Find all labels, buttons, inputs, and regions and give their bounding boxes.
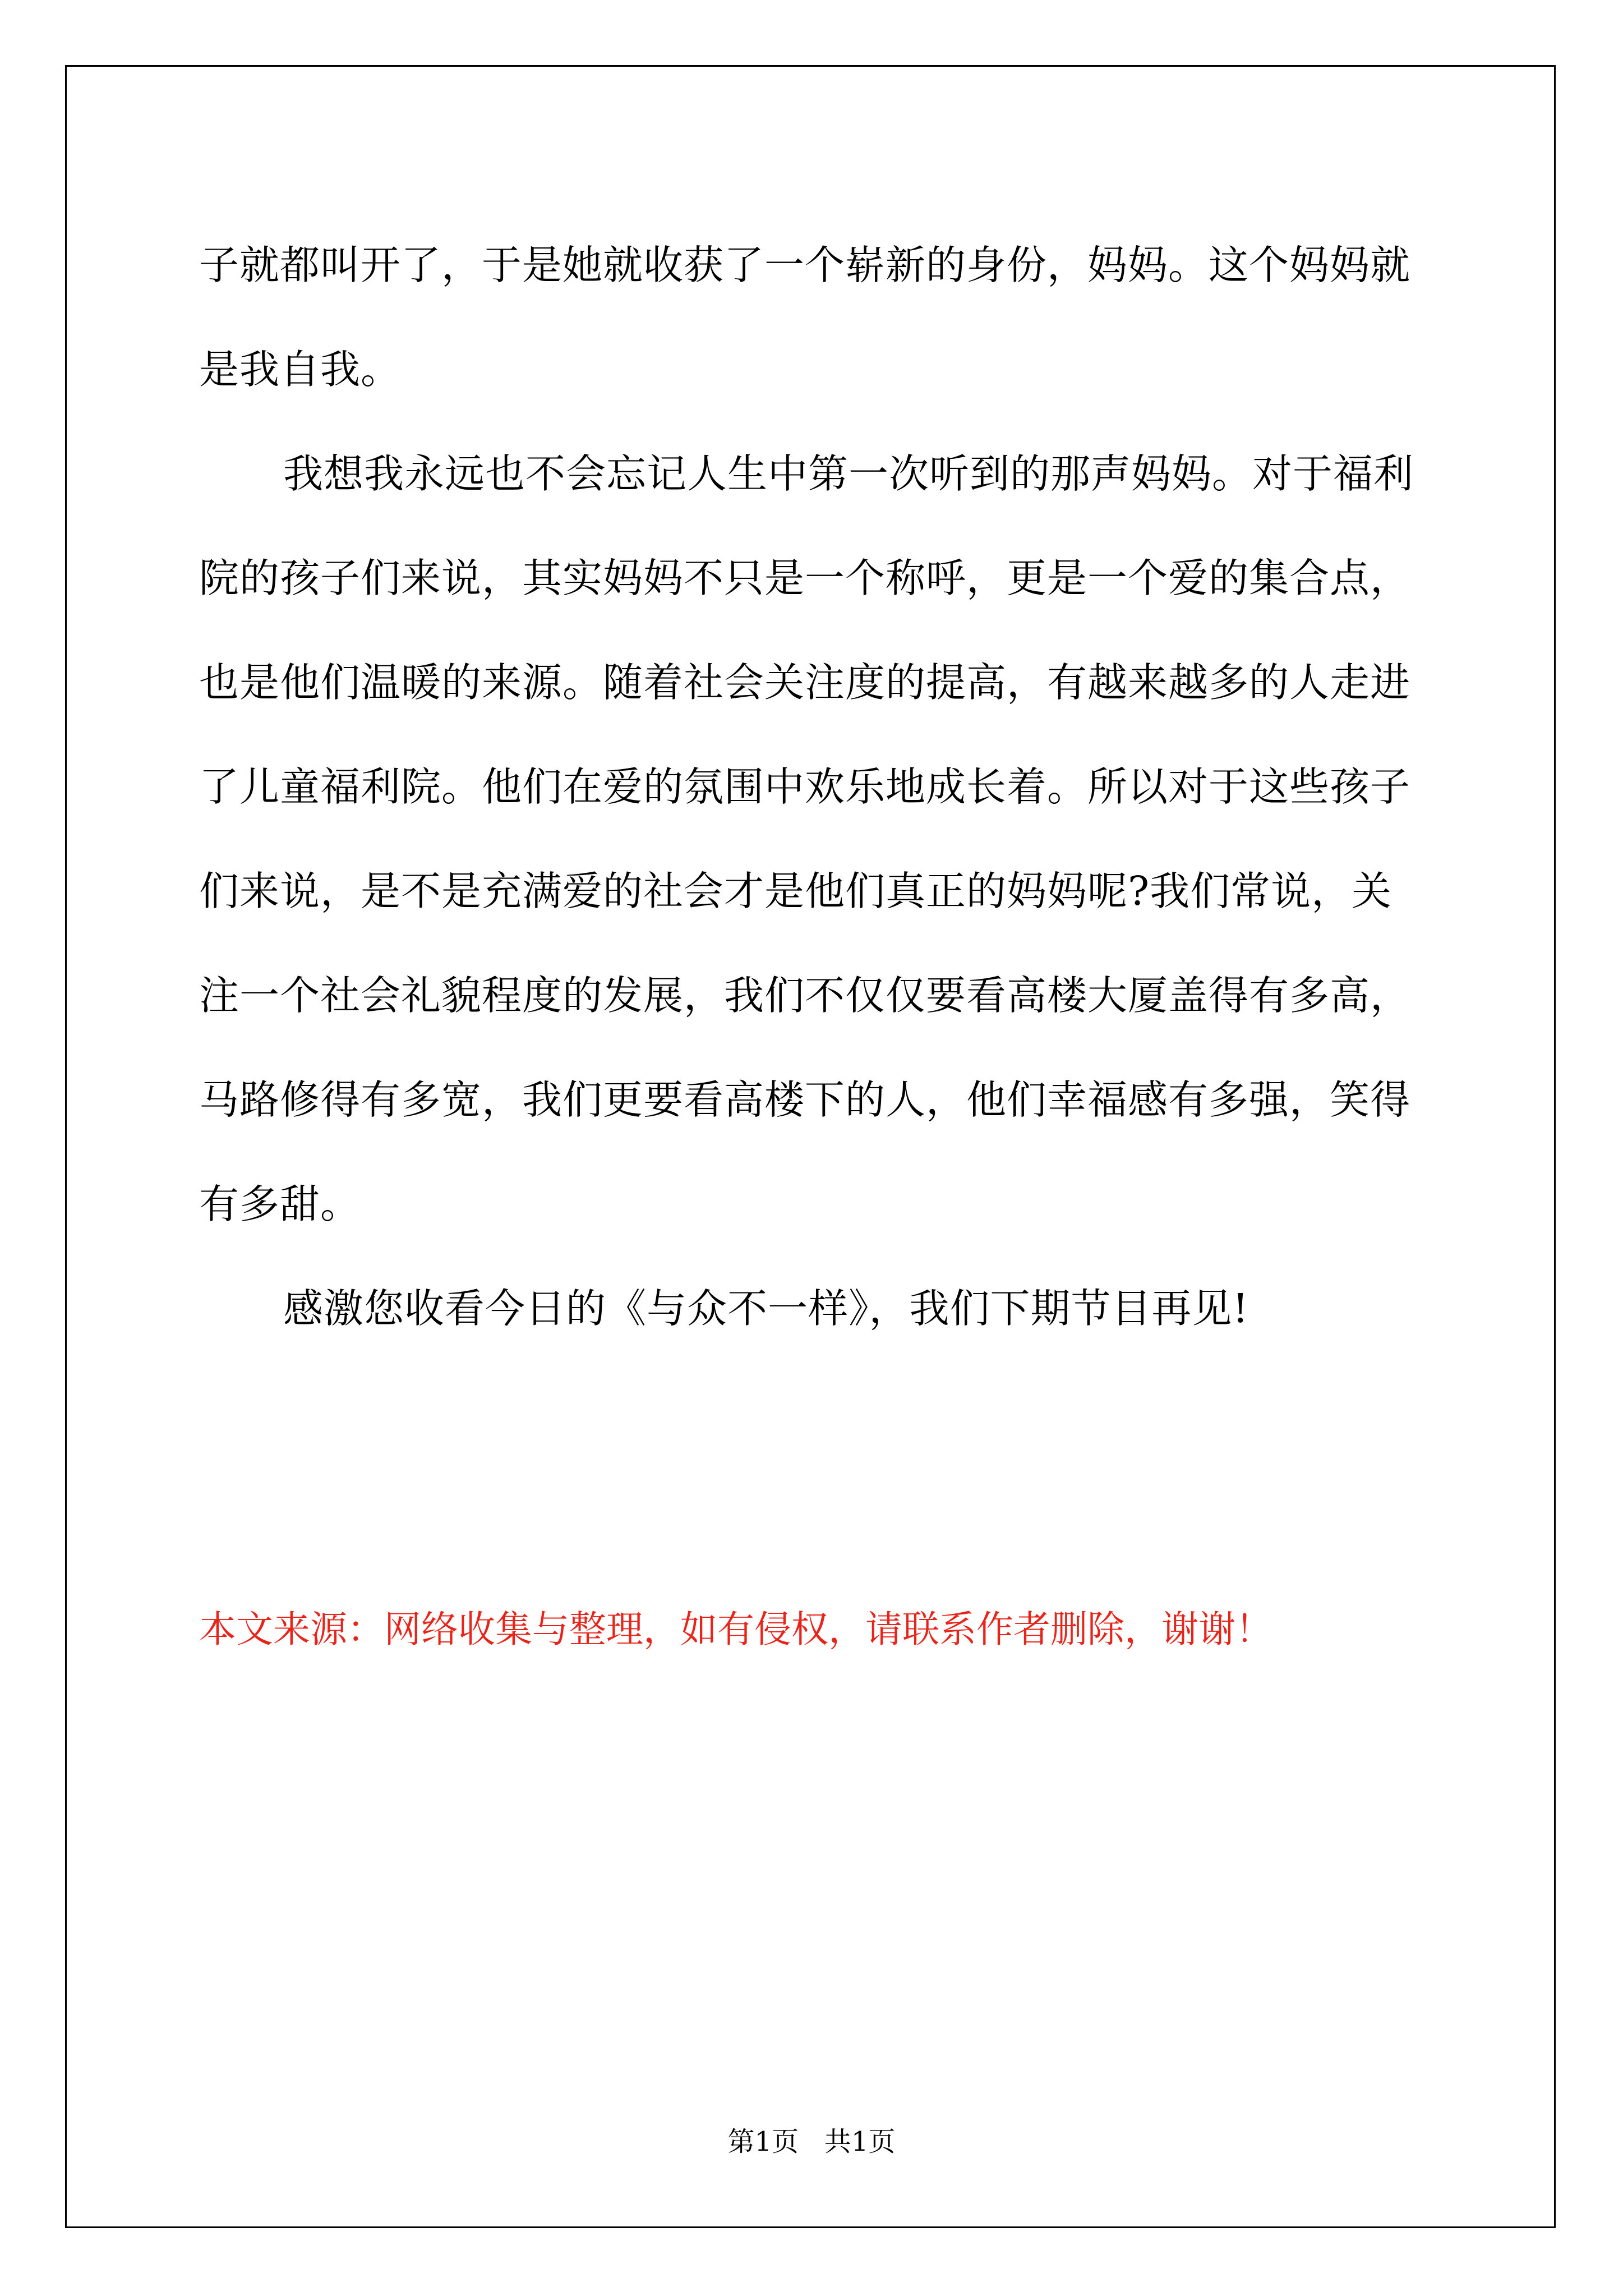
page-number-footer: 第1页 共1页 [727,2126,896,2157]
paragraph-2: 我想我永远也不会忘记人生中第一次听到的那声妈妈。对于福利院的孩子们来说，其实妈妈不只是一个称呼，更是一个爱的集合点，也是他们温暖的来源。随着社会关注度的提高，有越来越多的人走进了儿童福利院。他们在爱的氛围中欢乐地成长着。所以对于这些孩子们来说，是不是充满爱的社会才是他们真正的妈妈呢?我们常说，关注一个社会礼貌程度的发展，我们不仅仅要看高楼大厦盖得有多高，马路修得有多宽，我们更要看高楼下的人，他们幸福感有多强，笑得有多甜。 [199,450,1414,1227]
document-body [199,213,1430,1361]
source-notice: 本文来源：网络收集与整理，如有侵权，请联系作者删除，谢谢！ [199,1608,1272,1651]
paragraph-3: 感激您收看今日的《与众不一样》，我们下期节目再见! [283,1285,1249,1332]
paragraph-1: 子就都叫开了，于是她就收获了一个崭新的身份，妈妈。这个妈妈就是我自我。 [199,242,1411,393]
